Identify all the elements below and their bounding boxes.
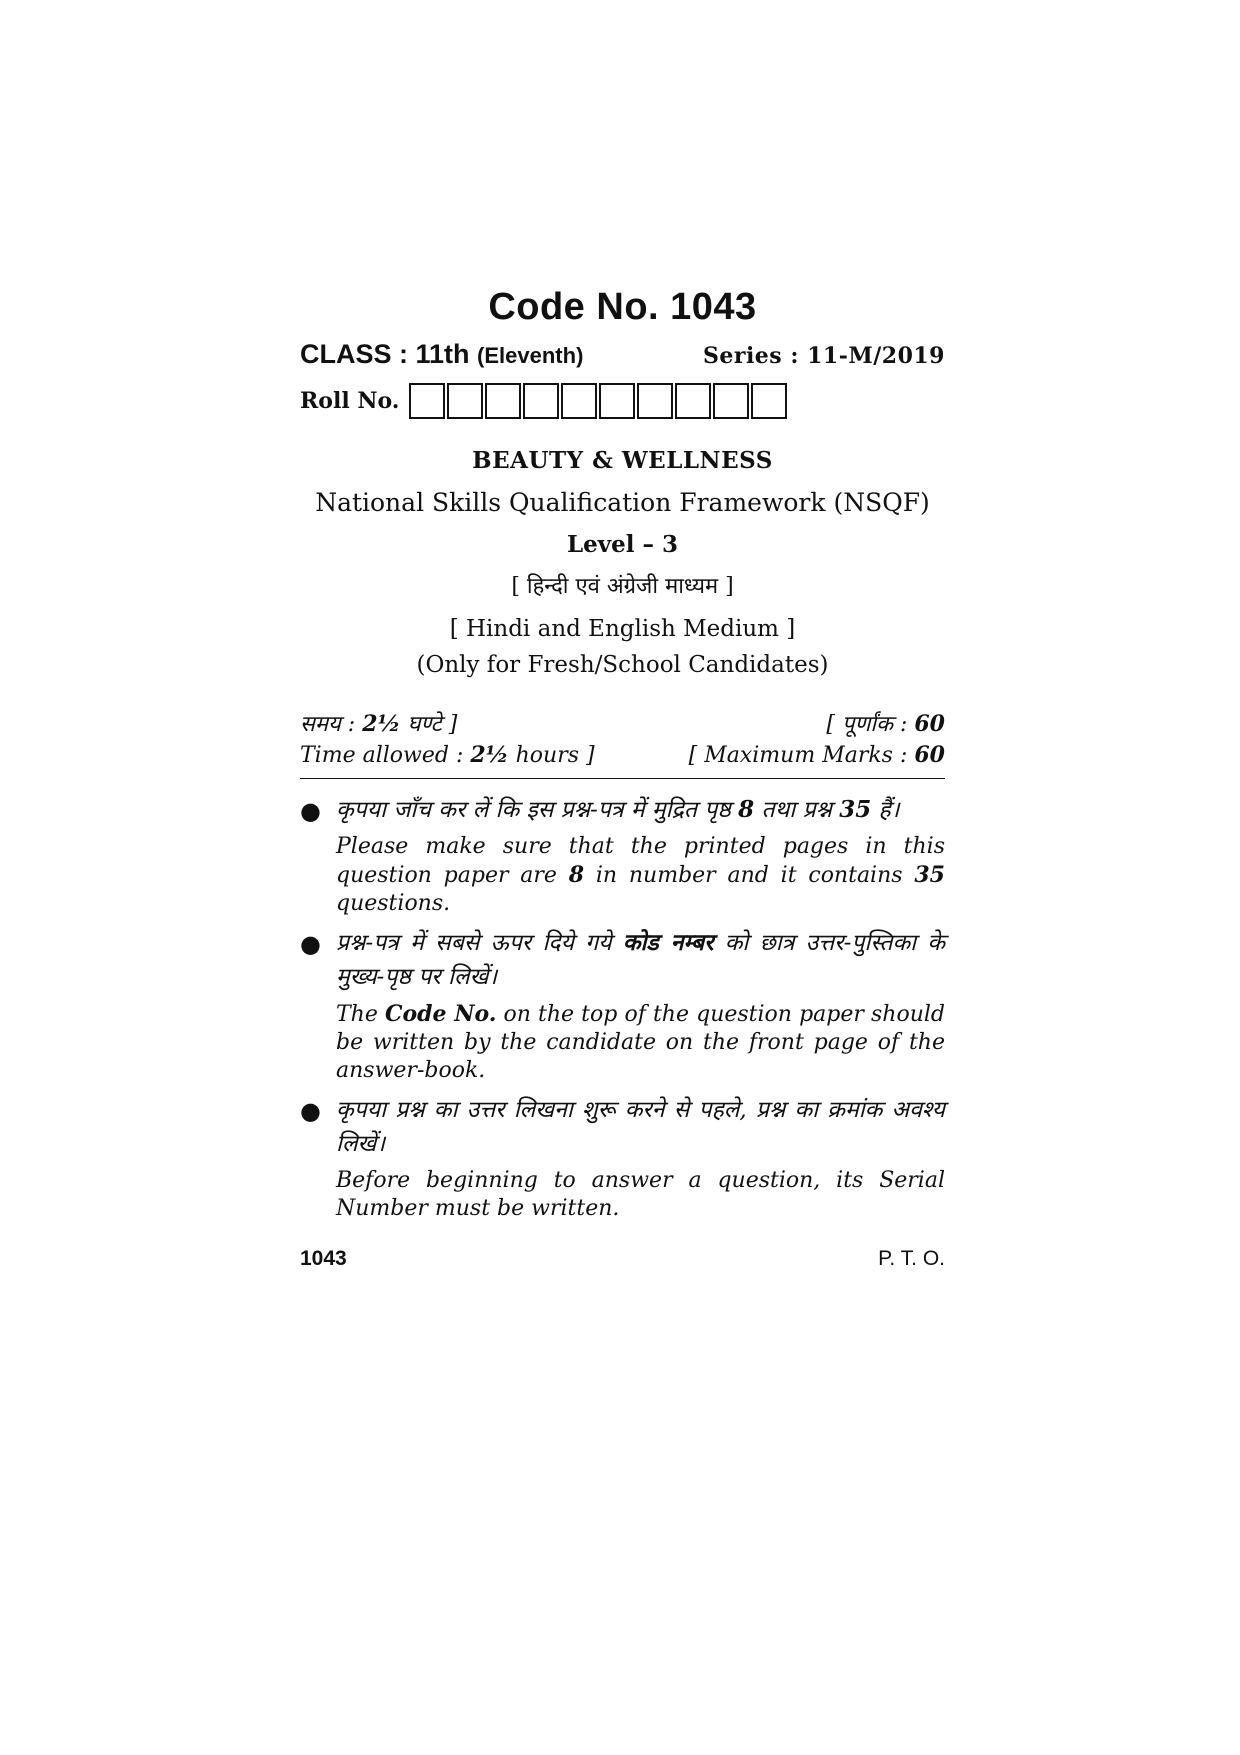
instruction-english: [336, 833, 945, 918]
text: कृपया जाँच कर लें कि इस प्रश्न-पत्र में मुद्रित पृष्ठ: [336, 797, 739, 823]
english-time: [300, 742, 595, 768]
roll-number-box[interactable]: [751, 383, 787, 419]
time-marks-hindi: [300, 708, 945, 742]
bold-number: 35: [839, 796, 872, 823]
footer-pto: P. T. O.: [878, 1247, 945, 1270]
hindi-time-value: 2½: [362, 711, 401, 737]
page-footer: [300, 1247, 945, 1271]
instruction-hindi: [336, 793, 945, 827]
english-marks: [689, 742, 945, 768]
footer-code: 1043: [300, 1247, 347, 1270]
bold-text: कोड नम्बर: [622, 929, 714, 956]
hindi-time-unit: घण्टे ]: [407, 712, 458, 737]
class-text: CLASS : 11th: [300, 339, 470, 369]
roll-number-box[interactable]: [523, 383, 559, 419]
hindi-marks: [826, 708, 945, 738]
roll-number-box[interactable]: [485, 383, 521, 419]
instruction-hindi: [336, 926, 945, 994]
text: questions.: [336, 891, 451, 916]
framework-title: National Skills Qualification Framework (NSQF): [315, 488, 930, 517]
hindi-marks-value: 60: [914, 711, 945, 737]
subject-title: BEAUTY & WELLNESS: [472, 447, 773, 474]
instructions-list: [300, 793, 945, 1223]
bullet-icon: ●: [300, 930, 321, 958]
question-paper-cover: [300, 285, 945, 1271]
instruction-english: [336, 1000, 945, 1085]
english-time-unit: hours ]: [515, 743, 595, 768]
roll-number-box[interactable]: [599, 383, 635, 419]
roll-number-box[interactable]: [713, 383, 749, 419]
roll-number-box[interactable]: [675, 383, 711, 419]
instruction-item: [300, 1093, 945, 1223]
hindi-time: [300, 708, 457, 738]
instruction-item: [300, 926, 945, 1085]
bullet-icon: ●: [300, 797, 321, 825]
roll-number-label: Roll No.: [300, 388, 400, 414]
bold-number: 35: [914, 862, 945, 888]
text: को छात्र उत्तर-पुस्तिका के मुख्य-पृष्ठ पर लिखें।: [336, 930, 945, 990]
candidates-note: (Only for Fresh/School Candidates): [416, 652, 829, 678]
text: Please make sure that the printed pages in this question paper are: [336, 834, 945, 888]
roll-number-box[interactable]: [561, 383, 597, 419]
bold-text: Code No.: [384, 1001, 497, 1027]
class-series-row: [300, 339, 945, 373]
roll-number-box[interactable]: [409, 383, 445, 419]
text: in number and it contains: [584, 863, 915, 888]
hindi-marks-label: [ पूर्णांक :: [826, 712, 908, 737]
series-label: Series : 11-M/2019: [702, 343, 945, 369]
instruction-item: [300, 793, 945, 918]
class-paren: (Eleventh): [477, 343, 584, 368]
level-title: Level – 3: [566, 531, 679, 558]
english-time-value: 2½: [470, 742, 509, 768]
text: कृपया प्रश्न का उत्तर लिखना शुरू करने से पहले, प्रश्न का क्रमांक अवश्य लिखें।: [336, 1097, 945, 1157]
text: हैं।: [871, 797, 900, 823]
instruction-english: [336, 1167, 945, 1223]
time-marks-block: [300, 708, 945, 779]
text: on the top of the question paper should be written by the candidate on the front page of the answer-book.: [336, 1002, 946, 1083]
text: तथा प्रश्न: [754, 797, 840, 823]
roll-number-row: [300, 381, 945, 421]
bold-number: 8: [568, 862, 585, 888]
instruction-hindi: [336, 1093, 945, 1161]
roll-number-box[interactable]: [447, 383, 483, 419]
bold-number: 8: [738, 796, 755, 823]
roll-number-box[interactable]: [637, 383, 673, 419]
medium-english: [ Hindi and English Medium ]: [449, 616, 796, 642]
bullet-icon: ●: [300, 1097, 321, 1125]
text: प्रश्न-पत्र में सबसे ऊपर दिये गये: [336, 930, 623, 956]
text: The: [336, 1002, 385, 1027]
text: Before beginning to answer a question, its Serial Number must be written.: [336, 1168, 945, 1221]
divider-line: [300, 778, 945, 779]
medium-hindi: [ हिन्दी एवं अंग्रेजी माध्यम ]: [511, 574, 734, 599]
english-marks-value: 60: [914, 742, 945, 768]
hindi-time-label: समय :: [300, 712, 356, 737]
code-number-title: Code No. 1043: [488, 286, 757, 328]
roll-number-boxes: [409, 383, 789, 419]
english-time-label: Time allowed :: [300, 743, 464, 768]
class-label: [300, 339, 583, 370]
english-marks-label: [ Maximum Marks :: [688, 743, 908, 768]
time-marks-english: [300, 742, 945, 776]
